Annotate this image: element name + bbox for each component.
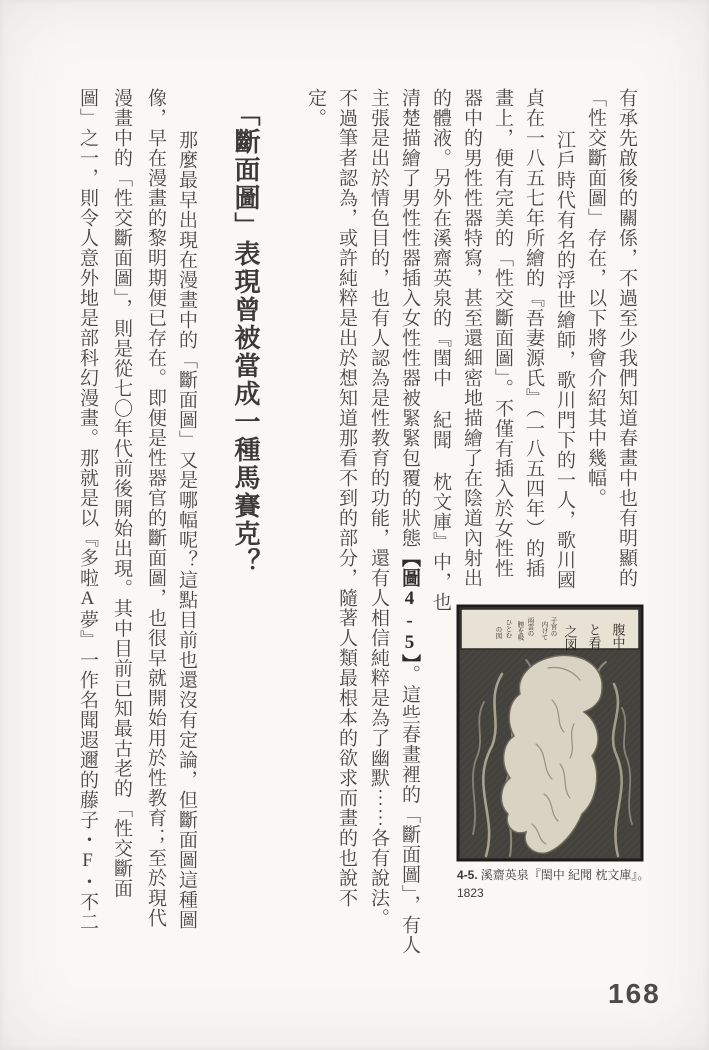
ukiyoe-print-image [456, 604, 644, 862]
figure-caption-number: 4-5. [457, 868, 478, 882]
figure-caption-year: 1823 [457, 886, 484, 900]
svg-text:子宮の: 子宮の [549, 617, 557, 637]
text-column: 「性交斷面圖」存在，以下將會介紹其中幾幅。 [585, 88, 606, 508]
svg-text:之図: 之図 [562, 625, 578, 651]
text-column: 畫上，便有完美的「性交斷面圖」。不僅有插入於女性性 [492, 88, 513, 579]
text-column-with-figure-ref [394, 88, 425, 955]
svg-text:の図: の図 [494, 626, 502, 639]
text-column: 主張是出於情色目的，也有人認為是性教育的功能，還有人相信純粹是為了幽默⋯⋯各有說法。 [368, 88, 389, 928]
svg-text:膣を吸: 膣を吸 [516, 621, 524, 641]
text-column: 不過筆者認為，或許純粹是出於想知道那看不到的部分，隨著人類最根本的欲求而畫的也說不 [336, 88, 357, 908]
text-column: 的體液。另外在溪齋英泉的『閨中 紀聞 枕文庫』中，也 [430, 88, 451, 612]
text-run: 清楚描繪了男性性器插入女性性器被緊緊包覆的狀態 [399, 88, 420, 548]
section-heading: 「斷面圖」表現曾被當成一種馬賽克？ [231, 100, 261, 576]
text-column: 那麼最早出現在漫畫中的「斷面圖」又是哪幅呢？這點目前也還沒有定論，但斷面圖這種圖 [176, 130, 197, 930]
text-column: 貞在一八五七年所繪的『吾妻源氏』（一八五四年）的插 [523, 88, 544, 579]
text-column: 像，早在漫畫的黎明期便已存在。即便是性器官的斷面圖，也很早就開始用於性教育；至於現代 [145, 88, 166, 928]
text-column: 漫畫中的「性交斷面圖」，則是從七〇年代前後開始出現。其中目前已知最古老的「性交斷面 [111, 88, 132, 899]
svg-text:腹中: 腹中 [610, 623, 626, 649]
figure-reference: 【圖4-5】 [399, 548, 420, 665]
text-column: 圖」之一，則令人意外地是部科幻漫畫。那就是以『多啦A夢』一作名聞遐邇的藤子・F・不二 [77, 88, 98, 932]
text-column: 器中的男性性器特寫，甚至還細密地描繪了在陰道內射出 [461, 88, 482, 588]
text-run: 。這些春畫裡的「斷面圖」，有人 [399, 664, 420, 955]
svg-text:と看: と看 [586, 623, 602, 649]
svg-text:雨雲の: 雨雲の [526, 617, 534, 637]
figure-caption [457, 866, 657, 902]
text-column: 江戶時代有名的浮世繪師，歌川門下的一人，歌川國 [554, 130, 575, 590]
figure-caption-title: 溪齋英泉『閨中 紀聞 枕文庫』。 [480, 868, 650, 882]
page-number: 168 [608, 978, 661, 1009]
text-column: 定。 [305, 88, 326, 128]
svg-text:ひとむ: ひとむ [504, 619, 512, 639]
svg-text:内けて: 内けて [540, 621, 548, 641]
figure-4-5-ukiyoe-print [456, 604, 644, 862]
text-column: 有承先啟後的關係，不過至少我們知道春畫中也有明顯的 [616, 88, 637, 588]
